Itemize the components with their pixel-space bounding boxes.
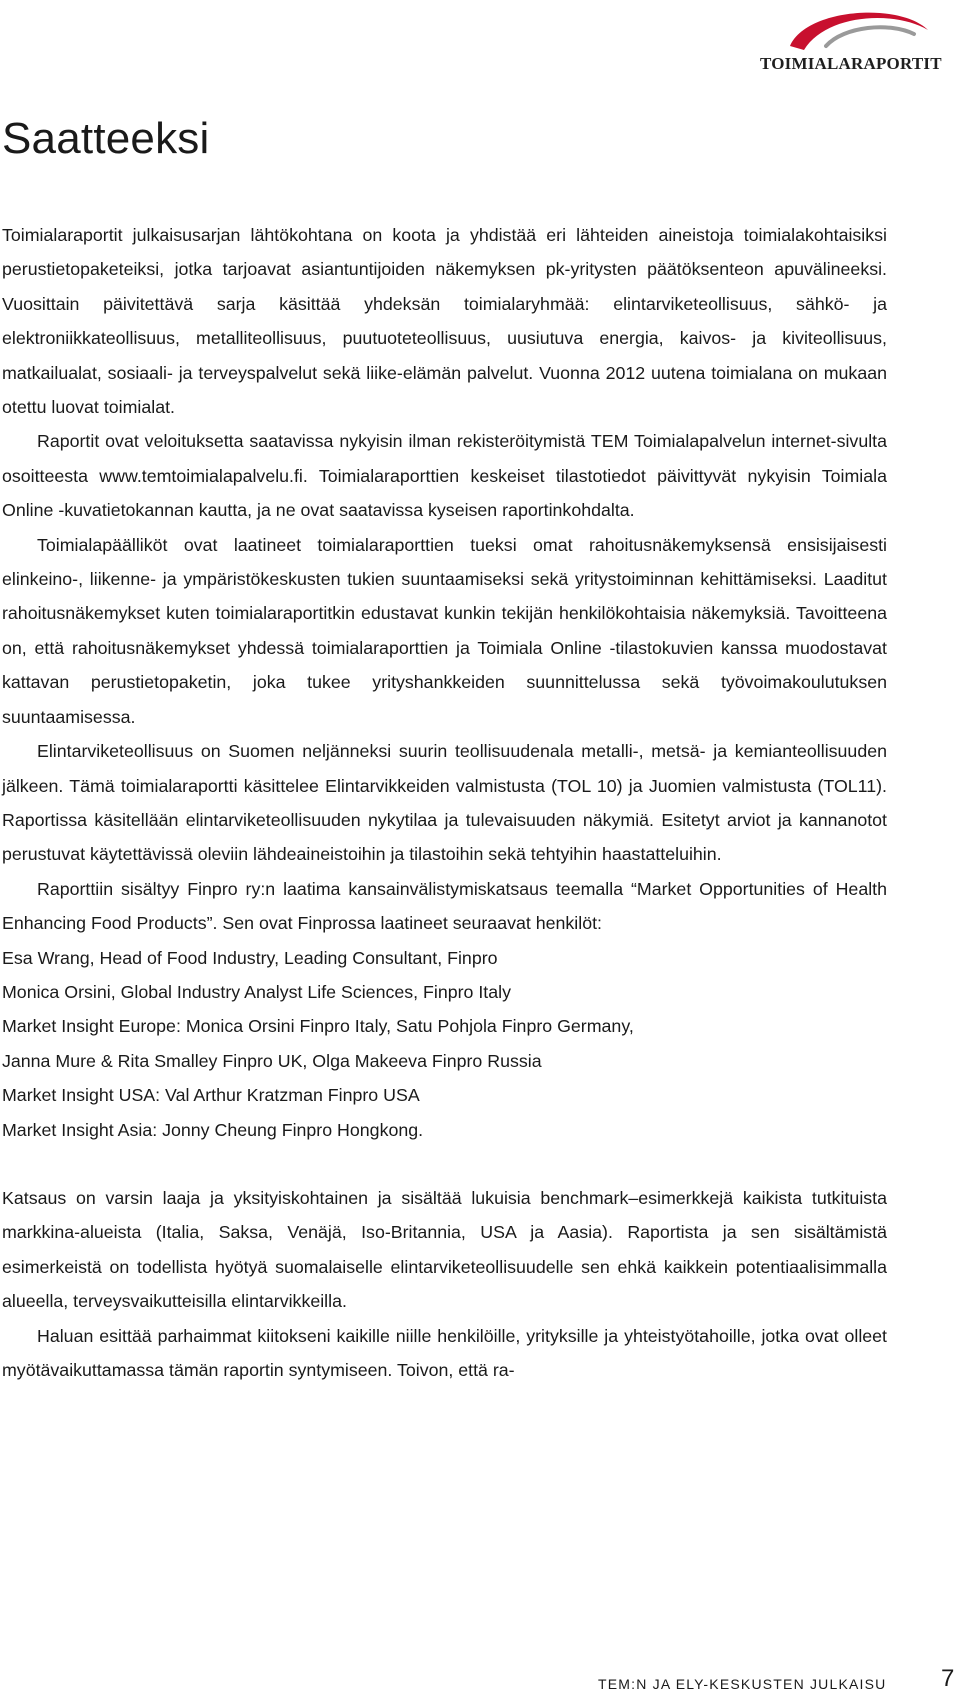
person-line: Monica Orsini, Global Industry Analyst Life Sciences, Finpro Italy: [2, 981, 511, 1002]
paragraph-intro: Toimialaraportit julkaisusarjan lähtökohtana on koota ja yhdistää eri lähteiden aineistoja toimialakohtaisiksi perustietopaketeiksi, jotka tarjoavat asiantuntijoiden näkemyksen pk-yritysten päätöksenteon apuvälineeksi. Vuosittain päivitettävä sarja käsittää yhdeksän toimialaryhmää: elintarviketeollisuus, sähkö- ja elektroniikkateollisuus, metalliteollisuus, puutuoteteollisuus, uusiutuva energia, kaivos- ja kiviteollisuus, matkailualat, sosiaali- ja terveyspalvelut sekä liike-elämän palvelut. Vuonna 2012 uutena toimialana on mukaan otettu luovat toimialat.: [2, 225, 887, 418]
paragraph-overview: Katsaus on varsin laaja ja yksityiskohtainen ja sisältää lukuisia benchmark–esimerkkejä kaikista tutkituista markkina-alueista (Italia, Saksa, Venäjä, Iso-Britannia, USA ja Aasia). Raportista ja sen sisältämistä esimerkeistä on todellista hyötyä suomalaiselle elintarviketeollisuudelle sen ehkä kaikkein potentiaalisimmalla alueella, terveysvaikutteisilla elintarvikkeilla.: [2, 1187, 887, 1312]
body-text: [2, 218, 887, 1387]
page-number: 7: [941, 1665, 955, 1692]
paragraph-spacer: [2, 1147, 887, 1181]
paragraph-thanks: Haluan esittää parhaimmat kiitokseni kaikille niille henkilöille, yrityksille ja yhteistyötahoille, jotka ovat olleet myötävaikuttamassa tämän raportin syntymiseen. Toivon, että ra-: [2, 1325, 887, 1380]
paragraph-finpro: Raporttiin sisältyy Finpro ry:n laatima kansainvälistymiskatsaus teemalla “Market Opportunities of Health Enhancing Food Products”. Sen ovat Finprossa laatineet seuraavat henkilöt:: [2, 878, 887, 934]
paragraph-reports: Raportit ovat veloituksetta saatavissa nykyisin ilman rekisteröitymistä TEM Toimialapalvelun internet-sivulta osoitteesta www.temtoimialapalvelu.fi. Toimialaraporttien keskeiset tilastotiedot päivittyvät nykyisin Toimiala Online -kuvatietokannan kautta, ja ne ovat saatavissa kyseisen raportinkohdalta.: [2, 431, 887, 521]
person-line: Market Insight USA: Val Arthur Kratzman Finpro USA: [2, 1085, 420, 1106]
footer-publication-label: TEM:N JA ELY-KESKUSTEN JULKAISU: [598, 1676, 887, 1692]
person-line: Market Insight Asia: Jonny Cheung Finpro Hongkong.: [2, 1119, 424, 1140]
paragraph-food-industry: Elintarviketeollisuus on Suomen neljänneksi suurin teollisuudenala metalli-, metsä- ja kemianteollisuuden jälkeen. Tämä toimialaraportti käsittelee Elintarvikkeiden valmistusta (TOL 10) ja Juomien valmistusta (TOL11). Raportissa käsitellään elintarviketeollisuuden nykytilaa ja tulevaisuuden näkymiä. Esitetyt arviot ja kannanotot perustuvat käytettävissä oleviin lähdeaineistoihin ja tilastoihin sekä tehtyihin haastatteluihin.: [2, 741, 887, 865]
paragraph-financing: Toimialapäälliköt ovat laatineet toimialaraporttien tueksi omat rahoitusnäkemyksensä ensisijaisesti elinkeino-, liikenne- ja ympäristökeskusten tukien suuntaamiseksi sekä yritystoiminnan kehittämiseksi. Laaditut rahoitusnäkemykset kuten toimialaraportitkin edustavat kunkin tekijän henkilökohtaisia näkemyksiä. Tavoitteena on, että rahoitusnäkemykset yhdessä toimialaraporttien ja Toimiala Online -tilastokuvien kanssa muodostavat kattavan perustietopaketin, joka tukee yrityshankkeiden suunnittelussa sekä työvoimakoulutuksen suuntaamisessa.: [2, 534, 887, 727]
person-line: Market Insight Europe: Monica Orsini Finpro Italy, Satu Pohjola Finpro Germany,: [2, 1016, 634, 1037]
toimialaraportit-logo: [760, 6, 960, 78]
person-line: Janna Mure & Rita Smalley Finpro UK, Olga Makeeva Finpro Russia: [2, 1050, 542, 1071]
page-title: Saatteeksi: [2, 114, 210, 163]
logo-swoosh-icon: [782, 6, 932, 56]
person-line: Esa Wrang, Head of Food Industry, Leading Consultant, Finpro: [2, 947, 498, 968]
logo-text: TOIMIALARAPORTIT: [760, 54, 942, 73]
